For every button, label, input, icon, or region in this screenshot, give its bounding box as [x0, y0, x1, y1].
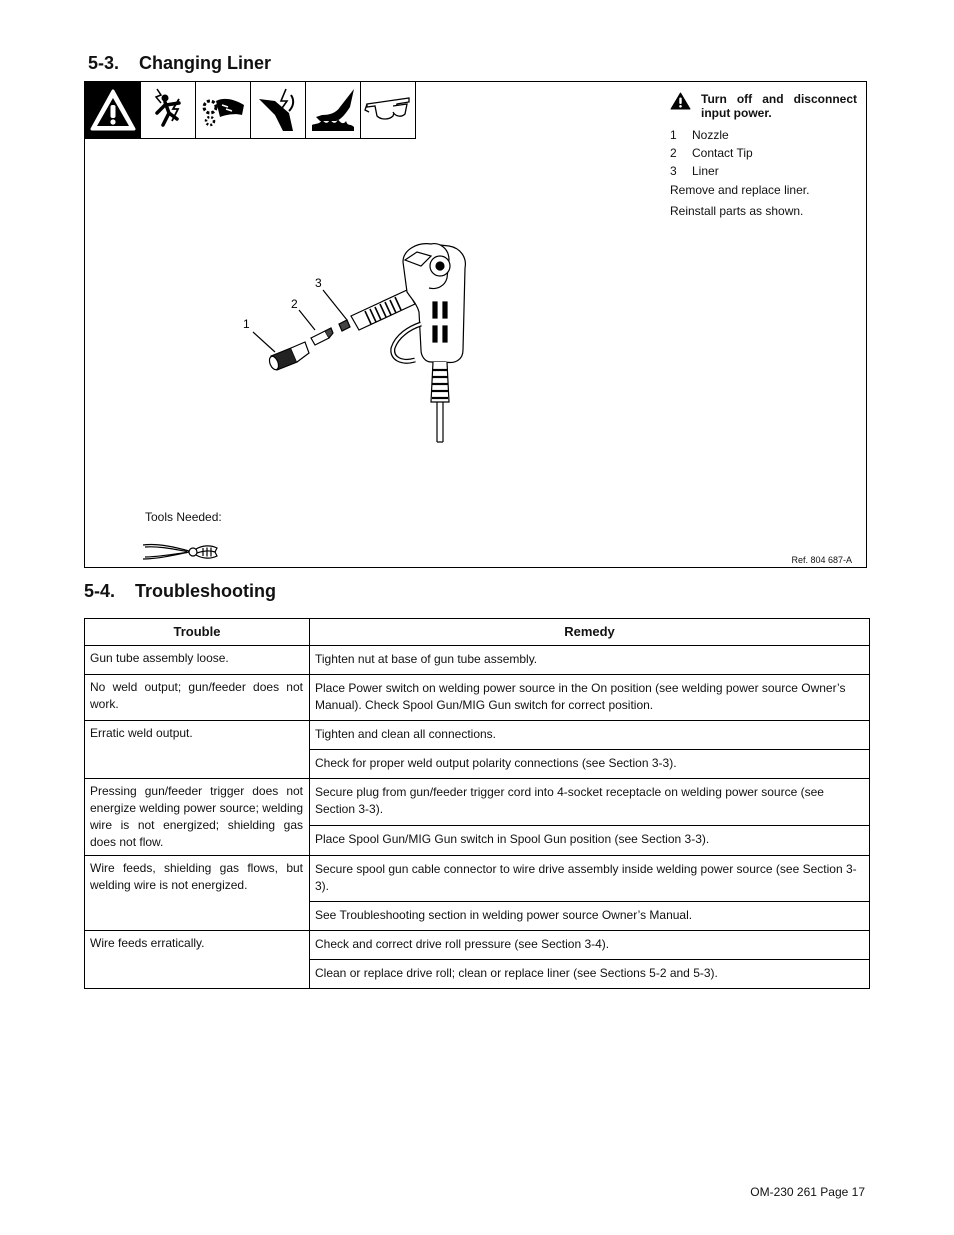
changing-liner-panel	[84, 81, 867, 568]
remedy-cell: Place Power switch on welding power source in the On position (see welding power source Owner’s Manual). Check Spool Gun/MIG Gun switch for correct position.	[310, 675, 870, 721]
page-footer: OM-230 261 Page 17	[750, 1185, 865, 1199]
table-row	[85, 675, 870, 721]
part-number: 1	[670, 128, 677, 142]
section-title-troubleshooting	[84, 581, 276, 602]
remedy-cell: Check for proper weld output polarity connections (see Section 3-3).	[310, 750, 870, 779]
warning-triangle-icon	[85, 82, 140, 138]
trouble-cell: Wire feeds, shielding gas flows, but welding wire is not energized.	[85, 856, 310, 931]
part-label: Nozzle	[692, 128, 729, 142]
warning-text: Turn off and disconnect input power.	[701, 92, 857, 120]
remedy-cell: Check and correct drive roll pressure (see Section 3-4).	[310, 931, 870, 960]
power-warning	[670, 92, 857, 120]
trouble-cell: Wire feeds erratically.	[85, 931, 310, 989]
table-header-row	[85, 619, 870, 646]
instruction-step: Remove and replace liner.	[670, 183, 810, 197]
trouble-cell: Erratic weld output.	[85, 721, 310, 779]
callout-3: 3	[315, 276, 322, 290]
part-number: 3	[670, 164, 677, 178]
part-number: 2	[670, 146, 677, 160]
pliers-icon	[141, 539, 221, 565]
instruction-step: Reinstall parts as shown.	[670, 204, 804, 218]
table-row	[85, 721, 870, 750]
part-item	[670, 144, 857, 162]
table-row	[85, 856, 870, 902]
electric-shock-icon	[140, 82, 195, 138]
remedy-cell: See Troubleshooting section in welding power source Owner’s Manual.	[310, 902, 870, 931]
remedy-cell: Clean or replace drive roll; clean or replace liner (see Sections 5-2 and 5-3).	[310, 960, 870, 989]
table-row	[85, 931, 870, 960]
moving-parts-icon	[195, 82, 250, 138]
liner-instructions	[670, 92, 857, 220]
trouble-cell: Pressing gun/feeder trigger does not energize welding power source; welding wire is not energized; shielding gas does not flow.	[85, 779, 310, 856]
part-label: Contact Tip	[692, 146, 753, 160]
pinch-point-icon	[250, 82, 305, 138]
remedy-cell: Place Spool Gun/MIG Gun switch in Spool Gun position (see Section 3-3).	[310, 826, 870, 856]
header-remedy: Remedy	[310, 619, 870, 646]
remedy-cell: Secure plug from gun/feeder trigger cord into 4-socket receptacle on welding power source (see Section 3-3).	[310, 779, 870, 826]
section-number: 5-4.	[84, 581, 116, 601]
hazard-symbol-strip	[85, 82, 416, 139]
warning-triangle-icon	[670, 92, 691, 110]
section-heading: Changing Liner	[139, 53, 271, 73]
remedy-cell: Tighten nut at base of gun tube assembly.	[310, 646, 870, 675]
hot-parts-icon	[305, 82, 360, 138]
part-item	[670, 126, 857, 144]
callout-2: 2	[291, 297, 298, 311]
spool-gun-illustration	[235, 232, 485, 447]
troubleshooting-table	[84, 618, 870, 989]
reference-code: Ref. 804 687-A	[791, 555, 852, 565]
section-title-changing-liner	[88, 53, 271, 74]
table-row	[85, 646, 870, 675]
header-trouble: Trouble	[85, 619, 310, 646]
remedy-cell: Tighten and clean all connections.	[310, 721, 870, 750]
section-heading: Troubleshooting	[135, 581, 276, 601]
part-item	[670, 162, 857, 180]
remedy-cell: Secure spool gun cable connector to wire drive assembly inside welding power source (see Section 3-3).	[310, 856, 870, 902]
table-row	[85, 779, 870, 826]
tools-needed-label: Tools Needed:	[145, 510, 222, 524]
trouble-cell: No weld output; gun/feeder does not work.	[85, 675, 310, 721]
safety-glasses-icon	[360, 82, 415, 138]
part-label: Liner	[692, 164, 719, 178]
callout-1: 1	[243, 317, 250, 331]
section-number: 5-3.	[88, 53, 120, 73]
trouble-cell: Gun tube assembly loose.	[85, 646, 310, 675]
